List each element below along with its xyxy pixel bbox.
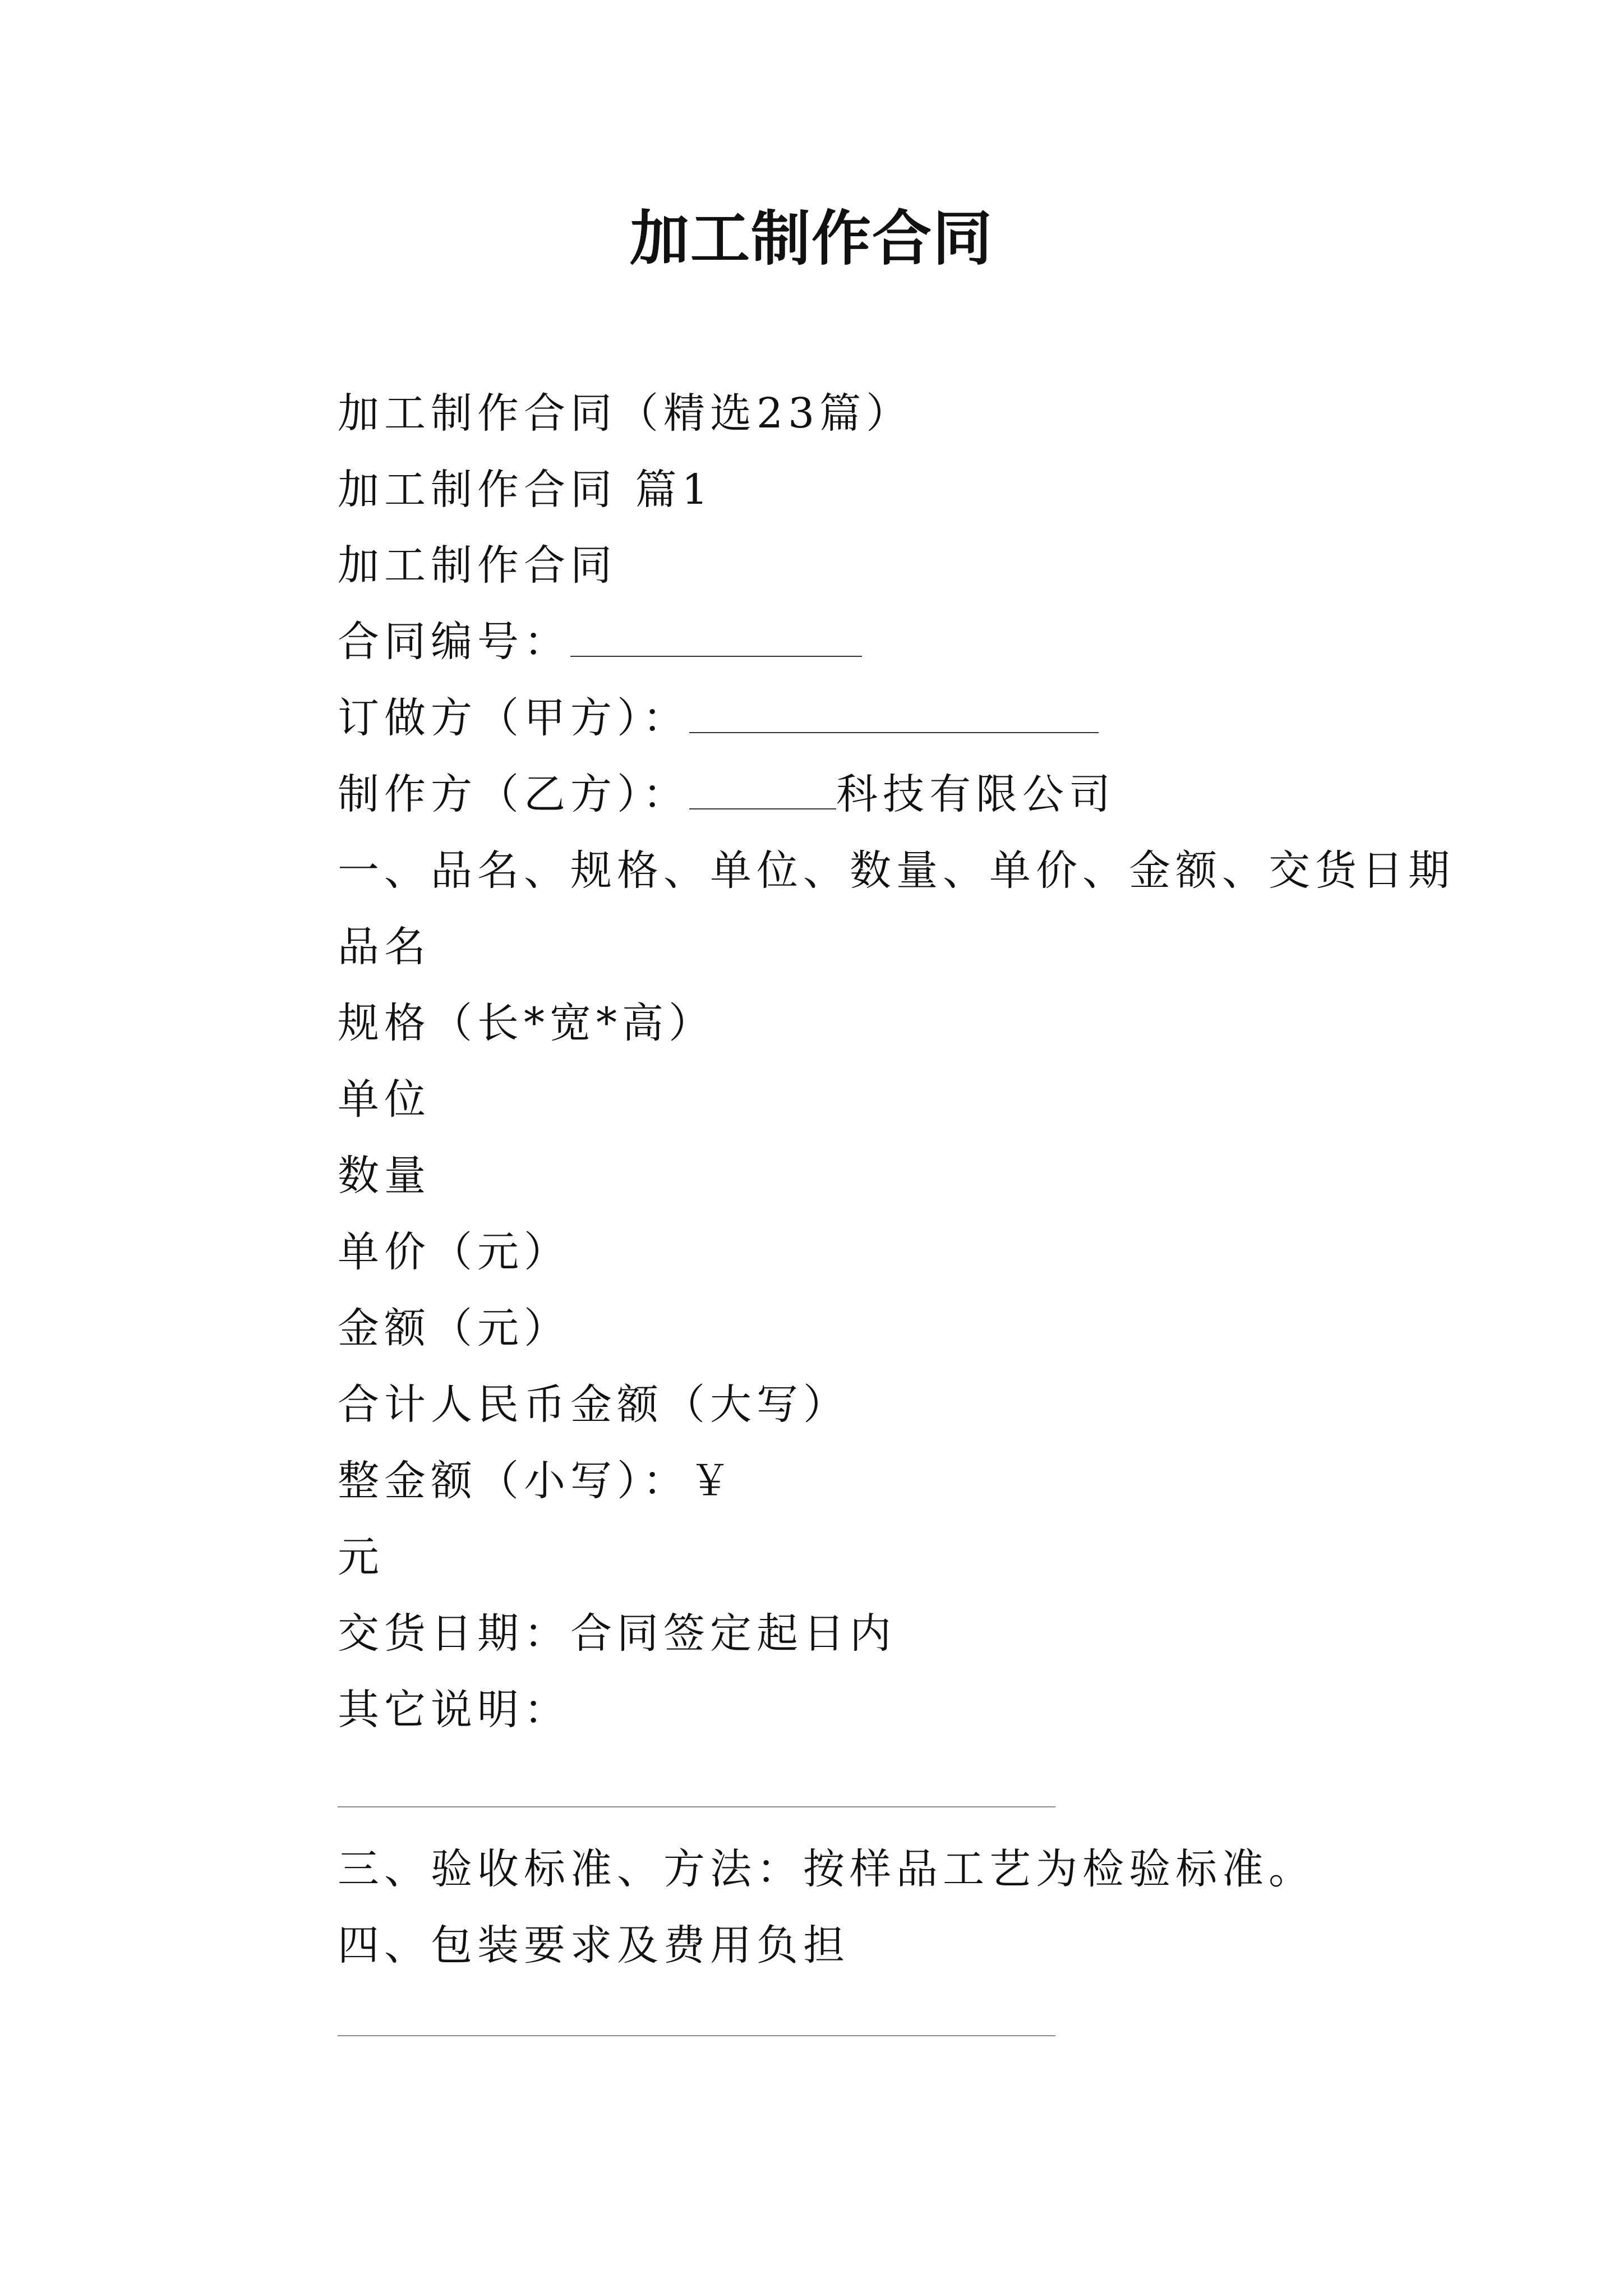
quantity-line <box>338 1145 431 1207</box>
clause-4-text: 四、包装要求及费用负担 <box>338 1921 850 1970</box>
unit-price-line <box>338 1221 570 1283</box>
amount-label: 金额（元） <box>338 1304 570 1352</box>
party-b-company-suffix: 科技有限公司 <box>836 770 1115 818</box>
quantity-label: 数量 <box>338 1152 431 1200</box>
spec-line <box>338 992 715 1054</box>
unit-line <box>338 1069 431 1130</box>
packaging-rule <box>338 2035 1055 2036</box>
delivery-date-label: 交货日期：合同签定起日内 <box>338 1609 896 1658</box>
clause-3-line <box>338 1838 1315 1900</box>
currency-unit-label: 元 <box>338 1533 384 1581</box>
subtitle-line <box>338 383 912 444</box>
currency-unit-line <box>338 1526 384 1588</box>
contract-name-line <box>338 535 617 596</box>
party-a-blank <box>689 687 1099 733</box>
party-a-line <box>338 687 1099 749</box>
section-heading <box>338 459 713 521</box>
unit-label: 单位 <box>338 1075 431 1124</box>
item-name-line <box>338 916 431 978</box>
contract-number-blank <box>570 611 862 657</box>
total-lowercase-line <box>338 1450 736 1512</box>
contract-number-label: 合同编号： <box>338 618 570 666</box>
other-notes-rule <box>338 1806 1055 1807</box>
subtitle-text: 加工制作合同（精选23篇） <box>338 389 913 438</box>
contract-number-line <box>338 611 862 673</box>
document-title: 加工制作合同 <box>630 203 993 273</box>
unit-price-label: 单价（元） <box>338 1228 570 1276</box>
total-lowercase-label: 整金额（小写）：￥ <box>338 1457 736 1505</box>
delivery-date-line <box>338 1603 896 1664</box>
item-name-label: 品名 <box>338 923 431 971</box>
clause-3-text: 三、验收标准、方法：按样品工艺为检验标准。 <box>338 1845 1315 1893</box>
clause-1-heading <box>338 840 1455 901</box>
total-uppercase-label: 合计人民币金额（大写） <box>338 1381 850 1429</box>
section-heading-text: 加工制作合同 篇1 <box>338 466 713 514</box>
party-b-label: 制作方（乙方）： <box>338 770 689 818</box>
total-uppercase-line <box>338 1374 850 1435</box>
other-notes-label: 其它说明： <box>338 1686 570 1734</box>
clause-4-line <box>338 1915 850 1976</box>
contract-name-text: 加工制作合同 <box>338 541 617 590</box>
clause-1-text: 一、品名、规格、单位、数量、单价、金额、交货日期 <box>338 846 1455 895</box>
party-b-line <box>338 763 1115 825</box>
amount-line <box>338 1297 570 1359</box>
spec-label: 规格（长*宽*高） <box>338 999 715 1047</box>
party-b-blank <box>689 763 836 809</box>
party-a-label: 订做方（甲方）： <box>338 694 689 742</box>
other-notes-line <box>338 1679 570 1741</box>
